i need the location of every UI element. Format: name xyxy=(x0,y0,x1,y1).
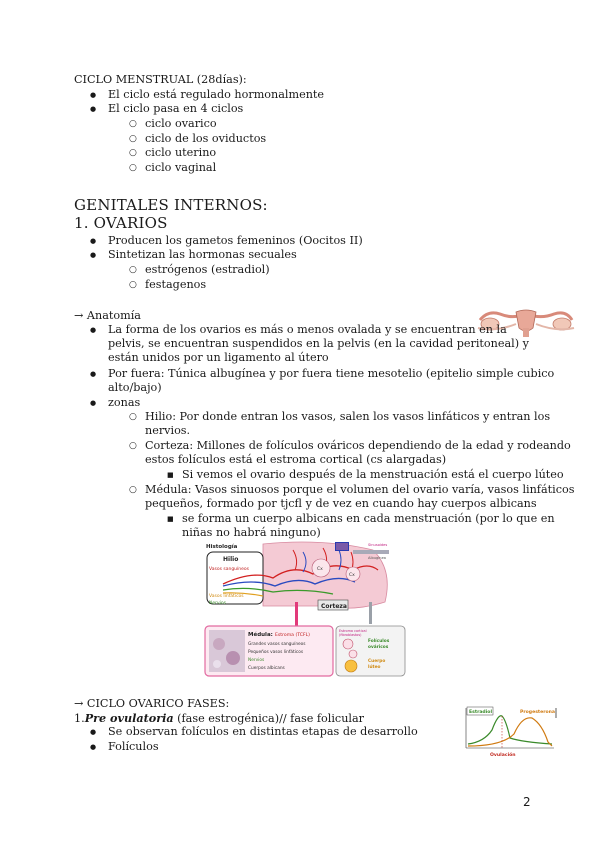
ovulacion-label: Ovulación xyxy=(490,753,516,758)
list-item: ● La forma de los ovarios es más o menos ovalada y se encuentran en la xyxy=(108,323,507,337)
list-item: ● El ciclo pasa en 4 ciclos xyxy=(108,102,243,116)
medula-line: Nervios xyxy=(248,658,265,663)
list-subitem-corteza: ○ Corteza: Millones de folículos ováricos dependiendo de la edad y rodeando xyxy=(145,439,571,453)
histology-title: Histología xyxy=(206,544,238,550)
list-subitem-continuation: nervios. xyxy=(145,424,191,437)
section-title-ciclo-menstrual: CICLO MENSTRUAL (28días): xyxy=(74,73,247,86)
list-item: ● Producen los gametos femeninos (Oocitos II) xyxy=(108,234,363,248)
list-subitem: ○ estrógenos (estradiol) xyxy=(145,263,270,277)
estradiol-label: Estradiol xyxy=(469,710,493,715)
progesterona-label: Progesterona xyxy=(520,710,556,715)
hormone-graph xyxy=(462,704,560,760)
list-item: ● zonas xyxy=(108,396,140,410)
foliculos-label: Folículos xyxy=(368,639,390,644)
list-subsubitem-continuation: niñas no habrá ninguno) xyxy=(182,526,321,539)
phase-line xyxy=(74,711,364,726)
list-subitem-continuation: estos folículos está el estroma cortical (cs alargadas) xyxy=(145,453,447,466)
list-subitem: ○ ciclo uterino xyxy=(145,146,216,160)
heading-genitales-internos: GENITALES INTERNOS: xyxy=(74,196,268,214)
list-item: ● Por fuera: Túnica albugínea y por fuera tiene mesotelio (epitelio simple cubico xyxy=(108,367,554,381)
list-item: ● Folículos xyxy=(108,740,159,754)
section-title-anatomia: → Anatomía xyxy=(74,309,141,322)
medula-line: Grandes vasos sanguíneos xyxy=(248,642,306,647)
ovary-histology-diagram xyxy=(203,540,407,678)
page-number: 2 xyxy=(523,795,531,809)
cx-label: Cx xyxy=(317,567,323,572)
cuerpo-luteo-label: lúteo xyxy=(368,665,381,670)
medula-estroma-label: Estroma (TCFL) xyxy=(275,633,310,638)
list-subitem-hilio: ○ Hilio: Por donde entran los vasos, salen los vasos linfáticos y entran los xyxy=(145,410,550,424)
phase-number: 1. xyxy=(74,712,85,725)
list-subsubitem: ■ se forma un cuerpo albicans en cada menstruación (por lo que en xyxy=(182,512,555,526)
list-subitem-continuation: pequeños, formado por tjcfl y de vez en cuando hay cuerpos albicans xyxy=(145,497,537,510)
cuerpo-luteo-label: Cuerpo xyxy=(368,659,386,664)
list-subitem: ○ ciclo de los oviductos xyxy=(145,132,266,146)
medula-line: Cuerpos albicans xyxy=(248,666,285,671)
subheading-ovarios: 1. OVARIOS xyxy=(74,214,168,232)
list-subitem-medula: ○ Médula: Vasos sinuosos porque el volumen del ovario varía, vasos linfáticos xyxy=(145,483,574,497)
phase-description: (fase estrogénica)// fase folicular xyxy=(173,712,365,725)
list-item-continuation: están unidos por un ligamento al útero xyxy=(108,351,329,364)
estroma-label: (fibroblastos) xyxy=(339,633,362,637)
foliculos-label: ováricos xyxy=(368,645,389,650)
sinusoides-label: Sinusoides xyxy=(368,543,388,547)
list-subitem: ○ festagenos xyxy=(145,278,206,292)
list-item: ● El ciclo está regulado hormonalmente xyxy=(108,88,324,102)
list-item-continuation: pelvis, se encuentran suspendidos en la pelvis (en la cavidad peritoneal) y xyxy=(108,337,529,350)
albuginea-label: Albugínea xyxy=(368,556,386,560)
list-subsubitem: ■ Si vemos el ovario después de la menstruación está el cuerpo lúteo xyxy=(182,468,564,482)
list-subitem: ○ ciclo vaginal xyxy=(145,161,216,175)
vasos-linfaticos-label: Vasos linfáticos xyxy=(209,594,244,599)
estroma-label: Estroma cortical xyxy=(339,629,367,633)
corteza-label: Corteza xyxy=(321,603,347,610)
medula-label: Médula: xyxy=(248,632,273,638)
list-item-continuation: alto/bajo) xyxy=(108,381,162,394)
nervios-label: Nervios xyxy=(209,601,226,606)
list-item: ● Sintetizan las hormonas secuales xyxy=(108,248,297,262)
section-title-ciclo-ovarico: → CICLO OVARICO FASES: xyxy=(74,697,230,710)
medula-line: Pequeños vasos linfáticos xyxy=(248,650,304,655)
cx-label: Cx xyxy=(349,573,355,578)
vasos-sanguineos-label: Vasos sanguíneos xyxy=(209,567,249,572)
phase-name: Pre ovulatoria xyxy=(84,711,174,725)
hilio-label: Hilio xyxy=(223,556,239,563)
list-item: ● Se observan folículos en distintas etapas de desarrollo xyxy=(108,725,418,739)
list-subitem: ○ ciclo ovarico xyxy=(145,117,217,131)
